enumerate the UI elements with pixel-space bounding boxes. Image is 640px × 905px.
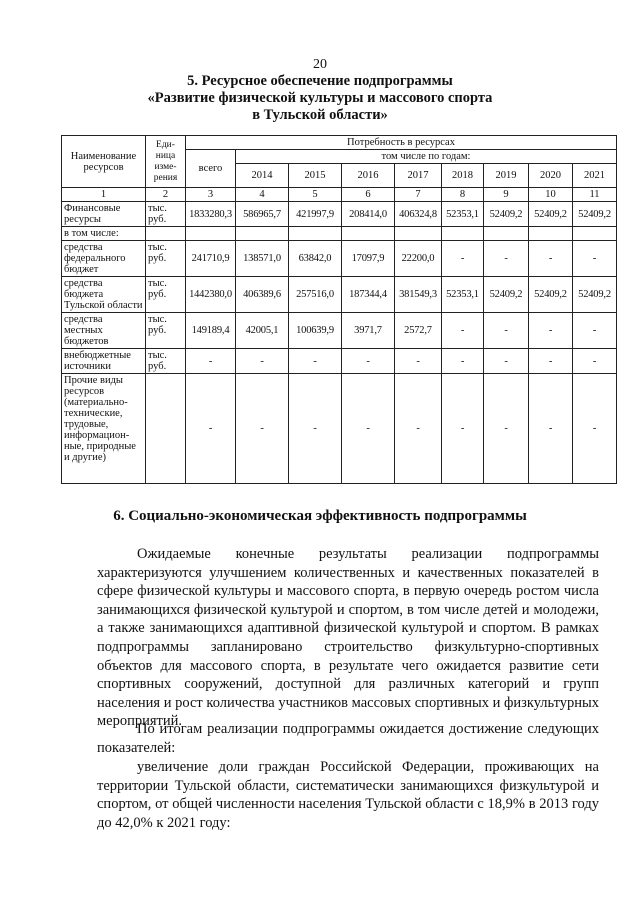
cell-value: 381549,3 [395,277,442,313]
column-number: 4 [236,188,289,202]
cell-value: 52409,2 [484,202,529,227]
empty-cell [529,227,573,241]
row-name: средства федерального бюджет [62,241,146,277]
cell-value: - [573,241,617,277]
cell-value: - [289,374,342,484]
table-row [62,202,617,227]
cell-value: 52409,2 [573,277,617,313]
cell-value: 52353,1 [442,277,484,313]
cell-value: 52409,2 [529,277,573,313]
header-total: всего [186,150,236,188]
cell-value: 52353,1 [442,202,484,227]
column-number: 3 [186,188,236,202]
empty-cell [484,227,529,241]
section-5-title [0,73,640,124]
cell-value: 208414,0 [342,202,395,227]
cell-value: 257516,0 [289,277,342,313]
cell-value: 406389,6 [236,277,289,313]
empty-cell [146,227,186,241]
row-unit: тыс. руб. [146,202,186,227]
paragraph-text: По итогам реализации подпрограммы ожидается достижение следующих показателей: [97,721,599,756]
empty-cell [186,227,236,241]
cell-value: - [395,374,442,484]
row-unit [146,374,186,484]
row-name: средства местных бюджетов [62,313,146,349]
cell-value: - [342,374,395,484]
column-number: 10 [529,188,573,202]
cell-value: 52409,2 [529,202,573,227]
cell-value: 63842,0 [289,241,342,277]
header-year: 2021 [573,164,617,188]
header-year: 2018 [442,164,484,188]
header-year: 2019 [484,164,529,188]
cell-value: - [484,349,529,374]
header-year: 2017 [395,164,442,188]
cell-value: 42005,1 [236,313,289,349]
paragraph-indicator-1 [97,758,599,832]
paragraph-text: увеличение доли граждан Российской Федерации, проживающих на территории Тульской области, систематически занимающихся физкультурой и спортом, от общей численности населения Тульской области с 18,9% в 2013 году до 42,0% к 2021 году: [97,759,599,831]
cell-value: - [236,349,289,374]
cell-value: - [186,349,236,374]
header-need: Потребность в ресурсах [186,136,617,150]
page-number: 20 [313,57,327,72]
paragraph-indicators-intro [97,720,599,757]
section-5-title-line: «Развитие физической культуры и массового спорта [147,90,493,106]
column-number: 6 [342,188,395,202]
row-unit: тыс. руб. [146,241,186,277]
row-unit: тыс. руб. [146,277,186,313]
cell-value: 1442380,0 [186,277,236,313]
cell-value: 149189,4 [186,313,236,349]
cell-value: - [484,313,529,349]
table-header-row [62,136,617,150]
cell-value: 52409,2 [573,202,617,227]
cell-value: 22200,0 [395,241,442,277]
row-name: средства бюджета Тульской области [62,277,146,313]
header-year: 2020 [529,164,573,188]
cell-value: 2572,7 [395,313,442,349]
cell-value: 421997,9 [289,202,342,227]
table-row [62,349,617,374]
cell-value: 3971,7 [342,313,395,349]
cell-value: - [484,374,529,484]
cell-value: - [236,374,289,484]
header-name: Наименование ресурсов [62,136,146,188]
cell-value: 100639,9 [289,313,342,349]
header-unit: Еди-ница изме-рения [146,136,186,188]
paragraph-text: Ожидаемые конечные результаты реализации подпрограммы характеризуются улучшением количественных и качественных показателей в сфере физической культуры и массового спорта, в первую очередь ростом числа занимающихся физической культурой и спортом, в том числе детей и молодежи, а также занимающихся адаптивной физической культурой и спортом. В рамках подпрограммы запланировано строительство физкультурно-спортивных объектов для массового спорта, в результате чего ожидается развитие сети спортивных сооружений, доступной для различных категорий и групп населения и рост количества участников массовых спортивных и физкультурных мероприятий. [97,546,599,730]
column-number: 9 [484,188,529,202]
empty-cell [342,227,395,241]
cell-value: - [573,374,617,484]
table-row [62,241,617,277]
empty-cell [442,227,484,241]
column-number: 11 [573,188,617,202]
row-name: внебюджетные источники [62,349,146,374]
cell-value: - [529,374,573,484]
cell-value: 586965,7 [236,202,289,227]
cell-value: - [442,241,484,277]
cell-value: - [442,374,484,484]
table-row [62,277,617,313]
cell-value: 187344,4 [342,277,395,313]
column-number: 8 [442,188,484,202]
cell-value: - [484,241,529,277]
row-unit: тыс. руб. [146,349,186,374]
section-5-title-line: в Тульской области» [252,107,388,123]
header-year: 2016 [342,164,395,188]
column-number: 2 [146,188,186,202]
section-5-title-line: 5. Ресурсное обеспечение подпрограммы [187,73,453,89]
cell-value: - [573,313,617,349]
cell-value: - [529,313,573,349]
header-year: 2015 [289,164,342,188]
column-number-row [62,188,617,202]
cell-value: 17097,9 [342,241,395,277]
cell-value: - [529,241,573,277]
cell-value: 406324,8 [395,202,442,227]
table-row [62,227,617,241]
header-by-years: том числе по годам: [236,150,617,164]
table-row [62,374,617,484]
row-name: в том числе: [62,227,146,241]
header-year: 2014 [236,164,289,188]
empty-cell [289,227,342,241]
paragraph-expected-results [97,545,599,731]
row-unit: тыс. руб. [146,313,186,349]
cell-value: 1833280,3 [186,202,236,227]
cell-value: - [442,349,484,374]
row-name: Прочие виды ресурсов (материально-технические, трудовые, информацион-ные, природные и другие) [62,374,146,484]
section-6-title: 6. Социально-экономическая эффективность подпрограммы [113,508,527,524]
empty-cell [573,227,617,241]
cell-value: - [289,349,342,374]
cell-value: - [186,374,236,484]
empty-cell [395,227,442,241]
table-row [62,313,617,349]
cell-value: - [342,349,395,374]
cell-value: 52409,2 [484,277,529,313]
cell-value: - [442,313,484,349]
cell-value: - [395,349,442,374]
cell-value: - [573,349,617,374]
cell-value: 241710,9 [186,241,236,277]
resource-table [61,135,617,484]
column-number: 7 [395,188,442,202]
column-number: 5 [289,188,342,202]
cell-value: 138571,0 [236,241,289,277]
column-number: 1 [62,188,146,202]
row-name: Финансовые ресурсы [62,202,146,227]
cell-value: - [529,349,573,374]
empty-cell [236,227,289,241]
